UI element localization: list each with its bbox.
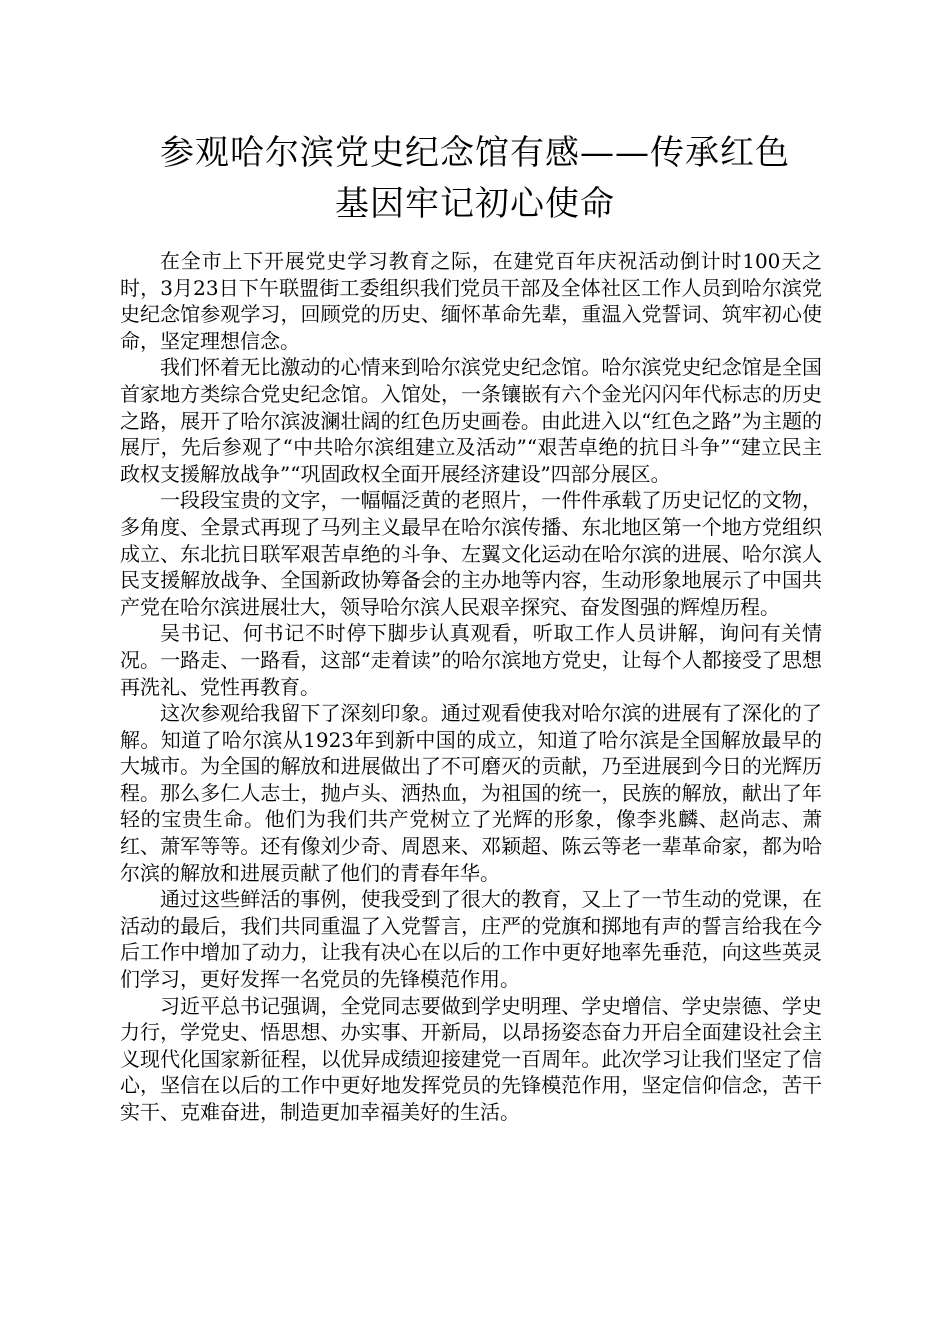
paragraph-1: 在全市上下开展党史学习教育之际，在建党百年庆祝活动倒计时100天之时，3月23日下午联盟街工委组织我们党员干部及全体社区工作人员到哈尔滨党史纪念馆参观学习，回顾党的历史、缅怀革命先辈，重温入党誓词、筑牢初心使命，坚定理想信念。 <box>120 249 822 353</box>
document-body <box>120 248 822 1126</box>
paragraph-2: 我们怀着无比激动的心情来到哈尔滨党史纪念馆。哈尔滨党史纪念馆是全国首家地方类综合党史纪念馆。入馆处，一条镶嵌有六个金光闪闪年代标志的历史之路，展开了哈尔滨波澜壮阔的红色历史画卷。由此进入以“红色之路”为主题的展厅，先后参观了“中共哈尔滨组建立及活动”“艰苦卓绝的抗日斗争”“建立民主政权支援解放战争”“巩固政权全面开展经济建设”四部分展区。 <box>120 355 822 486</box>
document-title <box>120 128 830 230</box>
paragraph-6: 通过这些鲜活的事例，使我受到了很大的教育，又上了一节生动的党课，在活动的最后，我们共同重温了入党誓言，庄严的党旗和掷地有声的誓言给我在今后工作中增加了动力，让我有决心在以后的工作中更好地率先垂范，向这些英灵们学习，更好发挥一名党员的先锋模范作用。 <box>120 887 822 992</box>
title-line-1: 参观哈尔滨党史纪念馆有感——传承红色 <box>160 133 790 173</box>
paragraph-3: 一段段宝贵的文字，一幅幅泛黄的老照片，一件件承载了历史记忆的文物，多角度、全景式再现了马列主义最早在哈尔滨传播、东北地区第一个地方党组织成立、东北抗日联军艰苦卓绝的斗争、左翼文化运动在哈尔滨的进展、哈尔滨人民支援解放战争、全国新政协筹备会的主办地等内容，生动形象地展示了中国共产党在哈尔滨进展壮大，领导哈尔滨人民艰辛探究、奋发图强的辉煌历程。 <box>120 488 822 619</box>
paragraph-4: 吴书记、何书记不时停下脚步认真观看，听取工作人员讲解，询问有关情况。一路走、一路看，这部“走着读”的哈尔滨地方党史，让每个人都接受了思想再洗礼、党性再教育。 <box>120 621 822 699</box>
paragraph-7: 习近平总书记强调，全党同志要做到学史明理、学史增信、学史崇德、学史力行，学党史、悟思想、办实事、开新局，以昂扬姿态奋力开启全面建设社会主义现代化国家新征程，以优异成绩迎接建党一百周年。此次学习让我们坚定了信心，坚信在以后的工作中更好地发挥党员的先锋模范作用，坚定信仰信念，苦干实干、克难奋进，制造更加幸福美好的生活。 <box>120 993 822 1124</box>
title-line-2: 基因牢记初心使命 <box>335 184 615 224</box>
paragraph-5: 这次参观给我留下了深刻印象。通过观看使我对哈尔滨的进展有了深化的了解。知道了哈尔滨从1923年到新中国的成立，知道了哈尔滨是全国解放最早的大城市。为全国的解放和进展做出了不可磨灭的贡献，乃至进展到今日的光辉历程。那么多仁人志士，抛卢头、洒热血，为祖国的统一，民族的解放，献出了年轻的宝贵生命。他们为我们共产党树立了光辉的形象，像李兆麟、赵尚志、萧红、萧军等等。还有像刘少奇、周恩来、邓颖超、陈云等老一辈革命家，都为哈尔滨的解放和进展贡献了他们的青春年华。 <box>120 701 822 885</box>
